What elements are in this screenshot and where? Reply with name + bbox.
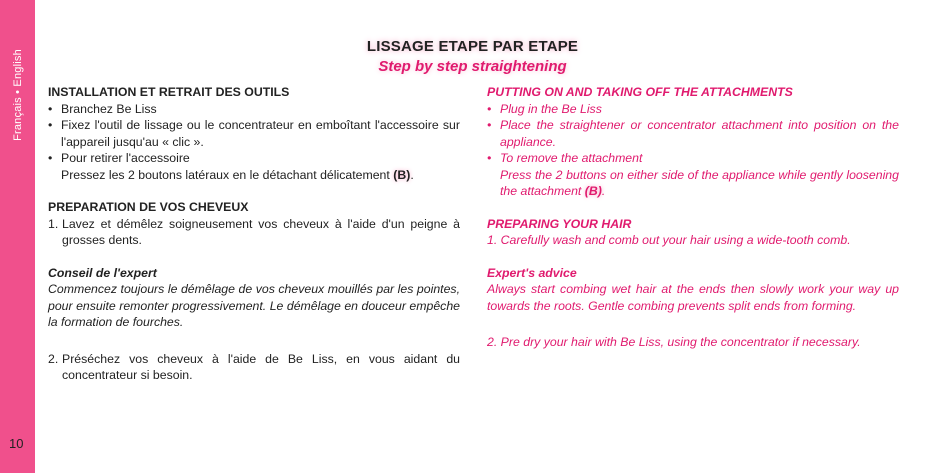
en-advice-text: Always start combing wet hair at the ends then slowly work your way up towards the roots. Gentle combing prevents split ends from forming. xyxy=(487,282,899,313)
fr-step-1-text: Lavez et démêlez soigneusement vos cheveux à l'aide d'un peigne à grosses dents. xyxy=(62,216,460,247)
fr-step-2-text: Préséchez vos cheveux à l'aide de Be Liss, en vous aidant du concentrateur si besoin. xyxy=(62,351,460,382)
fr-remove-instructions-text: Pressez les 2 boutons latéraux en le détachant délicatement xyxy=(61,167,390,182)
fr-list-item-remove-text: Pour retirer l'accessoire xyxy=(61,151,190,165)
fr-list-item-attach xyxy=(48,117,460,150)
en-step-1: 1. Carefully wash and comb out your hair using a wide-tooth comb. xyxy=(487,233,851,247)
bullet: • xyxy=(48,101,53,116)
page-title-english: Step by step straightening xyxy=(378,58,567,75)
en-list-item-place xyxy=(487,117,899,150)
bullet: • xyxy=(48,118,53,132)
en-list-item-place-text: Place the straightener or concentrator attachment into position on the appliance. xyxy=(500,118,899,149)
fr-figure-ref: (B) xyxy=(393,167,411,182)
fr-list-item-attach-text: Fixez l'outil de lissage ou le concentrateur en emboîtant l'accessoire sur l'appareil jusqu'au « clic ». xyxy=(61,118,460,149)
fr-preparation-heading: PREPARATION DE VOS CHEVEUX xyxy=(48,200,249,214)
bullet: • xyxy=(487,101,492,116)
fr-list-item-plug-text: Branchez Be Liss xyxy=(61,101,157,116)
step-number: 2. xyxy=(48,351,59,366)
bullet: • xyxy=(487,151,492,165)
en-list-item-plug xyxy=(487,101,899,118)
en-advice-heading: Expert's advice xyxy=(487,265,577,280)
french-column xyxy=(48,84,460,384)
fr-advice-text: Commencez toujours le démêlage de vos cheveux mouillés par les pointes, pour ensuite remonter progressivement. Le démêlage en douceur empêche la formation de fourches. xyxy=(48,282,460,329)
en-list-item-plug-text: Plug in the Be Liss xyxy=(500,101,602,116)
fr-list-item-plug xyxy=(48,101,460,118)
en-step-2: 2. Pre dry your hair with Be Liss, using the concentrator if necessary. xyxy=(487,335,861,349)
fr-step-2 xyxy=(48,351,460,384)
fr-advice-heading: Conseil de l'expert xyxy=(48,265,157,280)
fr-list-item-remove xyxy=(48,150,460,167)
en-remove-instructions-text: Press the 2 buttons on either side of the appliance while gently loosening the attachment xyxy=(500,167,899,198)
en-preparing-heading: PREPARING YOUR HAIR xyxy=(487,216,632,231)
fr-step-1 xyxy=(48,216,460,249)
en-list-item-remove xyxy=(487,150,899,167)
page-title-french: LISSAGE ETAPE PAR ETAPE xyxy=(366,38,579,55)
language-label: Français • English xyxy=(12,49,24,141)
en-remove-instructions: Press the 2 buttons on either side of the appliance while gently loosening the attachment (B). xyxy=(500,167,899,198)
en-figure-ref: (B) xyxy=(584,184,602,198)
en-attachments-heading: PUTTING ON AND TAKING OFF THE ATTACHMENTS xyxy=(487,85,793,99)
fr-remove-instructions: Pressez les 2 boutons latéraux en le détachant délicatement (B). xyxy=(61,167,414,182)
bullet: • xyxy=(48,151,53,165)
fr-installation-heading: INSTALLATION ET RETRAIT DES OUTILS xyxy=(48,85,290,99)
bullet: • xyxy=(487,118,492,132)
step-number: 1. xyxy=(48,216,59,231)
english-column xyxy=(487,84,899,351)
page-number: 10 xyxy=(9,436,24,451)
en-list-item-remove-text: To remove the attachment xyxy=(500,151,643,165)
